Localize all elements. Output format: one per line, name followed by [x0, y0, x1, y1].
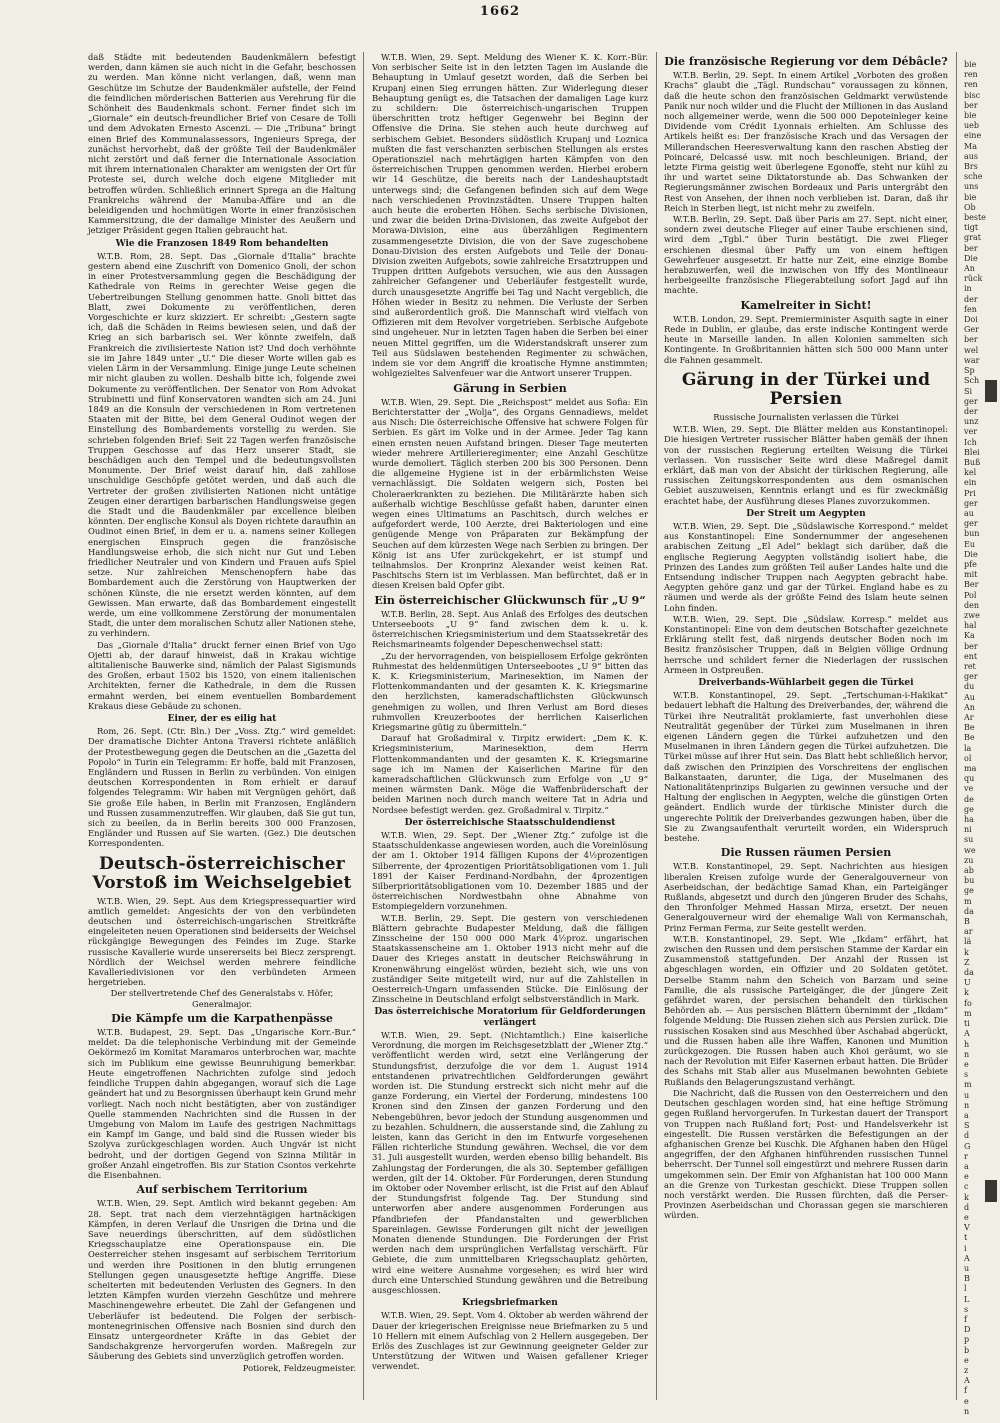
article-text: W.T.B. Wien, 29. Sept. Aus dem Kriegspressequartier wird amtlich gemeldet: Angesichts der von den verbündeten deutschen und österreichisch-ungarischen Streitkräfte eingeleiteten neuen Operationen sind beiderseits der Weichsel rückgängige Bewegungen des Feindes im Zuge. Starke russische Kavallerie wurde unsererseits bei Biecz zersprengt. Nördlich der Weichsel werden mehrere feindliche Kavalleriedivisionen vor den verbündeten Armeen hergetrieben.: [88, 895, 356, 988]
article-signature: Der stellvertretende Chef des Generalstabs v. Höfer, Generalmajor.: [110, 988, 334, 1009]
edge-line: Ger: [964, 325, 979, 335]
article-text: daß Städte mit bedeutenden Baudenkmälern befestigt werden, dann kämen sie auch nicht in die Gefahr, beschossen zu werden. Man könne nicht verlangen, daß, wenn man Geschütze im Schutze der Baudenkmäler aufstelle, der Feind die feindlichen mörderischen Batterien aus Verehrung für die Schönheit des Baudenkmals schont. Ferner findet sich im „Giornale“ ein deutsch-freundlicher Brief von Cesare de Tolli und dem Advokaten Ernesto Ascenzi. — Die „Tribuna“ bringt einen Brief des Kommunalassessors, Ingenieurs Sprega, der zunächst hervorhebt, daß der größte Teil der Baudenkmäler nicht zerstört und daß ferner die Internationale Association mit ihrem internationalen Charakter am wenigsten der Ort für Proteste sei, durch welche doch eigene Mitglieder mit betroffen würden. Schließlich erinnert Sprega an die Haltung Frankreichs während der Manuba-Affäre und an die beleidigenden und hochmütigen Worte in einer französischen Kammersitzung, die der damalige Minister des Aeußern und jetziger Präsident gegen Italien gebraucht hat.: [88, 52, 356, 236]
edge-line: bu: [964, 876, 975, 886]
edge-line: bie: [964, 192, 977, 202]
article-text: W.T.B. Wien, 29. Sept. Die „Südslawische Korrespond.“ meldet aus Konstantinopel: Eine Sondernummer der angesehenen arabischen Zeitung „El Adel“ beklagt sich darüber, daß die englische Regierung Aegypten vollständig isoliert habe, die Prinzen des Landes zum größten Teil außer Landes halte und die Entsendung indischer Truppen nach Aegypten gebracht habe. Aegypten gehöre ganz und gar der Türkei. England habe es zu räumen und werde als der größte Feind des Islam heute seinen Lohn finden.: [664, 520, 948, 613]
edge-line: ab: [964, 866, 974, 876]
article-headline: Der österreichische Staatsschuldendienst: [404, 817, 616, 828]
edge-line: ent: [964, 651, 978, 661]
edge-line: k: [964, 947, 969, 957]
edge-line: L: [964, 1294, 970, 1304]
edge-line: ti: [964, 1019, 970, 1029]
article-headline: Dreiverbands-Wühlarbeit gegen die Türkei: [698, 677, 914, 688]
edge-line: tigt: [964, 223, 979, 233]
edge-line: der: [964, 294, 978, 304]
edge-line: hal: [964, 621, 977, 631]
edge-line: a: [964, 1161, 969, 1171]
edge-line: ber: [964, 243, 978, 253]
edge-line: ret: [964, 661, 976, 671]
edge-line: ber: [964, 641, 978, 651]
article-text: W.T.B. Wien, 29. Sept. Der „Wiener Ztg.“ zufolge ist die Staatsschuldenkasse angewiesen worden, auch die Voreinlösung der am 1. Oktober 1914 fälligen Kupons der 4½prozentigen Silberrente, der 4prozentigen Prioritätsobligationen vom 1. Juli 1891 der Kaiser Ferdinand-Nordbahn, der 4prozentigen Silberprioritätsobligationen vom 10. Dezember 1885 und der österreichischen Nordwestbahn ohne Abnahme von Estompiegeldern vorzunehmen.: [372, 830, 648, 912]
edge-line: rück: [964, 274, 983, 284]
article-text: W.T.B. Berlin, 28. Sept. Aus Anlaß des Erfolges des deutschen Unterseeboots „U 9“ fand zwischen dem k. u. k. österreichischen Kriegsministerium und dem Staatssekretär des Reichsmarineamts folgender Depeschenwechsel statt:: [372, 608, 648, 650]
edge-line: ein: [964, 478, 977, 488]
article-text: W.T.B. Wien, 29. Sept. Vom 4. Oktober ab werden während der Dauer der kriegerischen Ereignisse neue Briefmarken zu 5 und 10 Hellern mit einem Aufschlag von 2 Hellern ausgegeben. Der Erlös des Zuschlages ist zur Gewinnung geeigneter Gelder zur Unterstützung der Witwen und Waisen gefallener Krieger verwendet.: [372, 1310, 648, 1372]
article-text: W.T.B. Wien, 29. Sept. Meldung des Wiener K. K. Korr.-Bür. Von serbischer Seite ist in den letzten Tagen im Auslande die Behauptung in Umlauf gesetzt worden, daß die Serben bei Krupanj einen Sieg errungen hätten. Zur Widerlegung dieser Behauptung genügt es, die Tatsachen der damaligen Lage kurz zu schildern: Die österreichisch-ungarischen Truppen überschritten trotz heftiger Gegenwehr bei Beginn der Offensive die Drina. Sie stehen auch heute durchweg auf serbischem Gebiet. Besonders südöstlich Krupanj und Loznica mußten die fast verschanzten serbischen Stellungen als erstes Operationsziel nach mehrtägigen harten Kämpfen von den österreichischen Truppen genommen werden. Hierbei erobern wir 14 Geschütze, die bereits nach der Landeshauptstadt unterwegs sind; die Gefangenen befinden sich auf dem Wege nach verschiedenen Provinzstädten. Unsere Truppen halten auch heute die eroberten Höhen. Sechs serbische Divisionen, und zwar die beiden Drina-Divisionen, das zweite Aufgebot der Morawa-Division, eine aus überzähligen Regimentern zusammengesetzte Division, die von der Save zugeschobene Donau-Division des ersten Aufgebots und Teile der Donau-Division zweiten Aufgebots, sowie zahlreiche Ersatztruppen und Truppen dritten Aufgebots versuchen, wie aus den Aussagen zahlreicher Gefangener und Ueberläufer festgestellt wurde, durch unausgesetzte Angriffe bei Tag und Nacht vergeblich, die Höhen wieder in Besitz zu nehmen. Die Verluste der Serben sind außerordentlich groß. Die Mannschaft wird vielfach von Offizieren mit dem Revolver vorgetrieben. Serbische Aufgebote sind ungeheuer. Nur in letzten Tagen haben die Serben bei einer neuen Mittel gegriffen, um die Widerstandskraft unserer zum Teil aus Südslawen bestehenden Regimenter zu schwächen, indem sie vor dem Angriff die kroatische Hymne anstimmten; wohlgezieltes Salvenfeuer war die Antwort unserer Truppen.: [372, 52, 648, 379]
article-text: Die Nachricht, daß die Russen von den Oesterreichern und den Deutschen geschlagen worden sind, hat eine heftige Strömung gegen Rußland hervorgerufen. In Turkestan dauert der Transport von Truppen nach Rußland fort; Post- und Handelsverkehr ist eingestellt. Die Russen verstärken die Befestigungen an der afghanischen Grenze bei Kuschk. Die Afghanen haben den Hügel angegriffen, der den Afghanen hinführenden russischen Tunnel beherrscht. Der Tunnel soll eingestürzt und mehrere Russen darin umgekommen sein. Der Emir von Afghanistan hat 100 000 Mann an die Grenze von Turkestan geschickt. Diese Truppen sollen noch verstärkt werden. Die Russen fürchten, daß die Perser-Provinzen Aserbeidschan und Chorassan gegen sie marschieren würden.: [664, 1087, 948, 1221]
edge-line: zu: [964, 855, 974, 865]
article-text: „Zu der hervorragenden, von beispiellosem Erfolge gekrönten Ruhmestat des heldenmütigen Unterseebootes „U 9“ bitten das K. K. Kriegsministerium, Marinesektion, im Namen der Flottenkommandanten und der gesamten K. K. Kriegsmarine den herzlichsten, kameradschaftlichsten Glückwunsch genehmigen zu wollen, und Ihren Verlust am Bord dieses ruhmvollen Kreuzerbootes der herrlichen Kaiserlichen Kriegsmarine gütig zu übermitteln.“: [372, 650, 648, 732]
edge-line: V: [964, 1223, 970, 1233]
article-headline-large: Deutsch-österreichischer Vorstoß im Weichselgebiet: [92, 853, 352, 893]
edge-line: Ar: [964, 713, 974, 722]
edge-line: uns: [964, 182, 979, 192]
edge-line: ge: [964, 886, 974, 896]
article-headline: Wie die Franzosen 1849 Rom behandelten: [115, 238, 329, 249]
page-number: 1662: [479, 4, 521, 19]
edge-line: bie: [964, 60, 977, 69]
article-text: Rom, 26. Sept. (Ctr. Bln.) Der „Voss. Ztg.“ wird gemeldet: Der dramatische Dichter Antona Traversi richtete anläßlich der Protestbewegung gegen die Deutschen an die „Gazetta del Popolo“ in Turin ein Telegramm: Er hoffe, bald mit Franzosen, Engländern und Russen in Berlin zu verbünden. Von einigen deutschen Korrespondenten in Rom erhielt er darauf folgendes Telegramm: Wir haben mit Vergnügen gehört, daß Sie große Eile haben, in Berlin mit Franzosen, Engländern und Russen zusammenzutreffen. Wir glauben, daß Sie gut tun, sich zu beeilen, da in Berlin bereits 300 000 Franzosen, Engländer und Russen auf Sie warten. (Gez.) Die deutschen Korrespondenten.: [88, 726, 356, 849]
article-text: W.T.B. Wien, 29. Sept. Die „Reichspost“ meldet aus Sofia: Ein Berichterstatter der „Wolja“, des Organs Gennadiews, meldet aus Nisch: Die österreichische Offensive hat schwere Folgen für Serbien. Es gärt im Volke und in der Armee. Jeder Tag kann einen ernsten neuen Aufstand bringen. Dieser Tage meuterten wieder mehrere Artillerieregimenter; eine Anzahl Geschütze wurde demoliert. Täglich sterben 200 bis 300 Personen. Denn die allgemeine Hygiene ist in der erbärmlichsten Weise vernachlässigt. Die Soldaten weigern sich, Posten bei Choleraerkrankten zu beziehen. Die Militärärzte haben sich außerhalb wichtige Beschlüsse gefaßt haben, darunter einen wegen eines Ultimatums an Paschitsch, durch welches er aufgefordert werde, 100 Aerzte, drei Bakteriologen und eine genügende Menge von Präparaten zur Bekämpfung der Seuchen auf dem kürzesten Wege nach Serbien zu bringen. Der König ist ans Ufer zurückgekehrt, er ist stumpf und teilnahmslos. Der Kronprinz Alexander weist keinen Rat. Paschitschs Stern ist im Verblassen. Man befürchtet, daß er in diesen Kreisen bald Opfer gibt.: [372, 396, 648, 591]
article-text: W.T.B. Rom, 28. Sept. Das „Giornale d'Italia“ brachte gestern abend eine Zuschrift von Domenico Gnoli, der schon in einer Protestversammlung gegen die Beschädigung der Kathedrale von Reims in gerechter Weise gegen die Uebertreibungen Stellung genommen hatte. Gnoli bittet das Blatt, zwei Dokumente zu veröffentlichen, deren Vorgeschichte er kurz skizziert. Er schreibt: „Gestern sagte ich, daß die Schäden in Reims bewiesen seien, und daß der Krieg an sich barbarisch sei. Wer könnte zweifeln, daß Frankreich die zivilisierteste Nation ist? Und doch verhöhnte sie im Jahre 1849 unter „U.“ Die dieser Worte willen gab es vielen Lärm in der Versammlung. Einige junge Leute scheinen mir nicht glauben zu wollen. Deshalb bitte ich, folgende zwei Dokumente zu veröffentlichen. Der Senator von Rom Advokat Strubinetti und fünf Konservatoren wandten sich am 24. Juni 1849 an die Konsuln der verschiedenen in Rom vertretenen Staaten mit der Bitte, bei dem General Oudinot wegen der Einstellung des Bombardements vorstellig zu werden. Sie schrieben folgenden Brief: Seit 22 Tagen werfen französische Truppen Geschosse auf das Herz unserer Stadt, sie beschädigen auch den Tempel und die bedeutungsvollsten Monumente. Der Brief weist darauf hin, daß zahllose unschuldige Geschöpfe getötet werden, und daß auch die Vertreter der großen zivilisierten Nationen nicht untätige Zeugen einer derartigen barbarischen Handlungsweise gegen die Stadt und die Baudenkmäler par excellence bleiben könnten. Der englische Konsul als Doyen richtete daraufhin an Oudinot einen Brief, in dem er u. a. namens seiner Kollegen energischen Einspruch gegen die französische Handlungsweise erhob, die sich nicht nur Gut und Leben friedlicher Neutraler und von Kindern und Frauen aufs Spiel setze. Nur zahlreichen Menschenopfern habe das Bombardement auch die Zerstörung von Hauptwerken der schönen Künste, die nie ersetzt werden könnten, auf dem Gewissen. Man erwarte, daß das Bombardement eingestellt werde, um eine vollkommene Zerstörung der monumentalen Stadt, die unter dem moralischen Schutz aller Nationen stehe, zu verhindern.: [88, 250, 356, 639]
edge-line: da: [964, 968, 974, 978]
edge-line: Die: [964, 549, 978, 559]
article-text: W.T.B. Berlin, 29. Sept. Die gestern von verschiedenen Blättern gebrachte Budapester Meldung, daß die fälligen Zinsscheine der 150 000 000 Mark 4½proz. ungarischen Staatskassenscheine am 1. Oktober 1913 nicht mehr auf die Dauer des Krieges anstatt in deutscher Reichswährung in Kronenwährung eingelöst würden, bezieht sich, wie uns von zuständiger Seite mitgeteilt wird, nur auf die Zahlstellen in Oesterreich-Ungarn umfassenden Stücke. Die Einlösung der Zinsscheine in Deutschland erfolgt selbstverständlich in Mark.: [372, 912, 648, 1005]
article-text: W.T.B. Konstantinopel, 29. Sept. „Tertschuman-i-Hakikat“ bedauert lebhaft die Haltung des Dreiverbandes, der, während die Türkei ihre Neutralität proklamierte, fast unverhohlen diese Neutralität gegenüber der Türkei zum Muselmanen in ihren eigenen Ländern gegen die Türkei aufzuhetzen und den Muselmanen in ihren Ländern gegen die Türkei aufzuhetzen. Die Türkei müsse auf ihrer Hut sein. Das Blatt hebt schließlich hervor, daß zwischen den Prinzipien des Vorschreitens der englischen Balkanstaaten, darunter, die Liga, der Muselmanen des Nationalitätenprinzips Bulgarien zu gewinnen versuche und der Haltung der englischen in Aegypten, welche die günstigen Orten geändert. Endlich wurde der türkische Minister durch die ungerechte Politik der Dreiverbandes gezwungen haben, über die Sie zu Zwangsaufenthalt verurteilt worden, ein Widerspruch bestehe.: [664, 690, 948, 844]
edge-line: ma: [964, 764, 977, 774]
edge-line: S: [964, 1121, 970, 1131]
edge-line: ren: [964, 80, 978, 90]
edge-line: u: [964, 1090, 970, 1100]
edge-line: n: [964, 1049, 970, 1059]
edge-line: zwe: [964, 610, 980, 620]
column-2: [372, 52, 648, 1407]
edge-line: wel: [964, 345, 979, 355]
edge-line: e: [964, 1212, 969, 1222]
edge-line: we: [964, 845, 976, 855]
article-text: W.T.B. Konstantinopel, 29. Sept. Nachrichten aus hiesigen liberalen Kreisen zufolge wurde der Generalgouverneur von Aserbeidschan, der bedächtige Samad Khan, ein Parteigänger Rußlands, abgesetzt und durch den jüngeren Bruder des Schahs, den Thronfolger Mehmed Hassan Mirza, ersetzt. Der neuen Generalgouverneur wird der ehemalige Wali von Kermanschah, Prinz Ferman Ferma, zur Seite gestellt werden.: [664, 861, 948, 933]
edge-line: aus: [964, 151, 979, 161]
edge-line: in: [964, 284, 972, 294]
article-text: W.T.B. Berlin, 29. Sept. In einem Artikel „Vorboten des großen Krachs“ glaubt die „Tägl. Rundschau“ voraussagen zu können, daß die heute schon den französischen Geldmarkt verwüstende Panik nur noch wilder und die Flucht der Millionen in das Ausland noch allgemeiner werde, wenn die 500 000 Depoteinleger keine Dividende vom Crédit Lyonnais erhielten. Am Schlusse des Artikels heißt es: Der französische Krach und das Versagen der Millerandschen Heeresverwaltung kann den raschen Abstieg der Poincaré, Delcassé usw. mit noch beschleunigen. Briand, der letzte Firma geistig weit überlegene Egonoffe, steht nur kühl zu ihr und wartet seine Diktatorstunde ab. Das Schwanken der Regierungsmänner zwischen Bordeaux und Paris untergräbt den Rest von Ansehen, der ihnen noch verblieben ist. Daran, daß ihr Reich in Sterben liegt, ist nicht mehr zu zweifeln.: [664, 70, 948, 213]
article-signature: Potiorek, Feldzeugmeister.: [242, 1362, 356, 1373]
article-headline-large: Gärung in der Türkei und Persien: [681, 369, 931, 409]
article-text: Das „Giornale d'Italia“ druckt ferner einen Brief von Ugo Ojetti ab, der darauf hinweist, daß in Krakau wichtige altitalienische Bauwerke sind, nämlich der Palast Sigismunds des Großen, erbaut 1502 bis 1520, von einem italienischen Architekten, ferner die Kathedrale, in dem die Russen ermahnt werden, bei einem eventuellen Bombardement Krakaus diese Gebäude zu schonen.: [88, 639, 356, 711]
column-rule-2: [656, 52, 657, 1400]
article-headline: Gärung in Serbien: [453, 381, 567, 395]
edge-line: Si: [964, 386, 973, 396]
column-rule-1: [363, 52, 364, 1400]
edge-line: lä: [964, 937, 972, 947]
edge-line: Ber: [964, 580, 979, 590]
edge-line: Ob: [964, 202, 976, 212]
edge-line: d: [964, 1131, 970, 1141]
edge-line: ni: [964, 825, 972, 835]
edge-line: s: [964, 1304, 969, 1314]
edge-line: ger: [964, 498, 978, 508]
edge-line: fen: [964, 304, 977, 314]
edge-line: m: [964, 896, 972, 906]
edge-line: qu: [964, 774, 975, 784]
edge-line: Au: [964, 692, 975, 702]
edge-line: e: [964, 1059, 969, 1069]
edge-line: e: [964, 1396, 969, 1406]
edge-line: ger: [964, 396, 978, 406]
edge-line: t: [964, 1233, 968, 1243]
column-rule-3: [956, 52, 957, 1400]
edge-line: l: [964, 1284, 967, 1294]
article-headline: Einer, der es eilig hat: [167, 714, 277, 724]
edge-line: e: [964, 1172, 969, 1182]
edge-line: beste: [964, 213, 986, 223]
edge-line: ger: [964, 519, 978, 529]
edge-line: Pol: [964, 590, 977, 600]
edge-line: An: [964, 264, 975, 274]
edge-line: An: [964, 702, 975, 712]
column-1: [88, 52, 356, 1407]
edge-line: ha: [964, 815, 974, 825]
article-subheadline: Russische Journalisten verlassen die Türkei: [713, 411, 899, 422]
article-headline: Der Streit um Aegypten: [746, 508, 866, 519]
edge-line: r: [964, 1151, 968, 1161]
scan-margin-mark: [985, 1180, 997, 1202]
edge-line: d: [964, 1202, 970, 1212]
article-text: W.T.B. Budapest, 29. Sept. Das „Ungarische Korr.-Bur.“ meldet: Da die telephonische Verbindung mit der Gemeinde Oekörmező im Komitat Maramaros unterbrochen war, machte sich im Publikum eine gewisse Beunruhigung bemerkbar. Heute eingetroffenen Nachrichten zufolge sind jedoch feindliche Truppen dahin abgegangen, worauf sich die Lage geändert hat und zu Besorgnissen überhaupt kein Grund mehr vorliegt. Nach noch nicht bestätigten, aber von zuständiger Quelle stammenden Nachrichten sind die Russen in der Umgebung von Malom im Laufe des gestrigen Nachmittags ein Kampf im Gange, und bald sind die Russen wieder bis Szolyva zurückgeschlagen worden. Auch Ungvár ist nicht bedroht, und der dortigen Gegend von Szinna Militär in großer Anzahl eingetroffen. Bis zur Station Csontos verkehrte die Eisenbahnen.: [88, 1027, 356, 1180]
edge-line: au: [964, 508, 974, 518]
edge-line: z: [964, 1366, 969, 1375]
edge-line: fo: [964, 998, 972, 1008]
edge-line: u: [964, 1263, 970, 1273]
edge-line: a: [964, 1110, 969, 1120]
column-3: [664, 52, 948, 1407]
edge-line: Die: [964, 253, 978, 263]
article-text: W.T.B. Wien, 29. Sept. Die Blätter melden aus Konstantinopel: Die hiesigen Vertreter russischer Blätter haben gemäß der ihnen von der russischen Regierung erteilten Weisung die Türkei verlassen. Von russischer Seite wird diese Maßregel damit erklärt, daß man von der Absicht der türkischen Regierung, alle russischen Zeitungskorrespondenten aus dem osmanischen Gebiet auszuweisen, Kenntnis erlangt und es für zweckmäßig erachtet habe, der Ausführung dieses Planes zuvorzukommen.: [664, 424, 948, 506]
edge-line: B: [964, 917, 970, 927]
edge-line: Brs: [964, 162, 978, 172]
edge-line: da: [964, 906, 974, 916]
edge-line: Z: [964, 957, 970, 967]
article-text: W.T.B. Konstantinopel, 29. Sept. Wie „Ikdam“ erfährt, hat zwischen den Russen und dem persischen Stamme der Kardar ein Zusammenstoß stattgefunden. Der Anzahl der Russen ist abgeschlagen worden, ein Offizier und 20 Soldaten getötet. Derselbe Stamm nahm den Scheich von Barzam und seine Familie, die als russische Parteigänger, die der jüngere Zeit gefährdet waren, der persischen behandelt den türkischen Behörden ab. — Aus persischen Blättern übernimmt der „Ikdam“ folgende Meldung: Die Russen ziehen sich aus Persien zurück. Die russischen Kosaken sind aus Meschhed über Aschabad abgerückt, und die Russen haben alle ihre Waffen, Kanonen und Munition zurückgezogen. Die Russen haben auch Khoi geräumt, wo sie nach der Revolution mit Eifer Kasernen erbaut hatten. Die Brüder des Schahs mit Stab aller aus Muselmanen bewohnten Gebiete Rußlands den Belagerungszustand verhängt.: [664, 933, 948, 1087]
article-headline: Die französische Regierung vor dem Débâcle?: [664, 55, 948, 68]
edge-line: su: [964, 835, 974, 845]
edge-line: Ich: [964, 437, 977, 447]
edge-line: ber: [964, 100, 978, 110]
edge-line: Buß: [964, 457, 981, 467]
edge-line: Ka: [964, 631, 975, 641]
article-text: W.T.B. Berlin, 29. Sept. Daß über Paris am 27. Sept. nicht einer, sondern zwei deutsche Flieger auf einer Taube erschienen sind, wird dem „Tgbl.“ über Turin bestätigt. Die zwei Flieger erschienen diesmal über Paffy um von einem heftigen Gewehrfeuer ausgesetzt. Er hatte nur Zeit, eine einzige Bombe herabzuwerfen, weil die inzwischen von Iffy des Montlineaur herbeigeeilte französische Fliegerabteilung sofort Jagd auf ihn machte.: [664, 214, 948, 296]
edge-line: ver: [964, 427, 978, 437]
edge-line: m: [964, 1008, 972, 1018]
edge-line: h: [964, 1039, 970, 1049]
edge-line: ar: [964, 927, 973, 937]
article-text: Darauf hat Großadmiral v. Tirpitz erwidert: „Dem K. K. Kriegsministerium, Marinesektion, dem Herrn Flottenkommandanten und der gesamten K. K. Kriegsmarine sage ich im Namen der Kaiserlichen Marine für den kameradschaftlichen Glückwunsch zum Erfolge von „U 9“ meinen wärmsten Dank. Möge die Waffenbrüderschaft der beiden Marinen noch durch manch weitere Tat in Adria und Nordsee befestigt werden. gez. Großadmiral v. Tirpitz.“: [372, 733, 648, 815]
edge-line: grat: [964, 233, 981, 243]
edge-line: war: [964, 355, 980, 365]
edge-line: B: [964, 1274, 970, 1284]
edge-line: la: [964, 743, 972, 753]
edge-line: k: [964, 1192, 969, 1202]
edge-line: Blei: [964, 447, 980, 457]
edge-line: i: [964, 1243, 967, 1253]
edge-line: k: [964, 988, 969, 998]
edge-line: den: [964, 600, 980, 610]
article-text: W.T.B. Wien, 29. Sept. Amtlich wird bekannt gegeben: Am 28. Sept. trat nach dem vierzehntägigen hartnäckigen Kämpfen, in deren Verlauf die Unsrigen die Drina und die Save neuerdings überschritten, auf dem südöstlichen Kriegsschauplatze eine Operationspause ein. Die Oesterreicher stehen insgesamt auf serbischem Territorium und werden ihre Positionen in den blutig errungenen Stellungen gegen unausgesetzte heftige Angriffe. Diese scheiterten mit bedeutenden Verlusten des Gegners. In den letzten Kämpfen wurden vierzehn Geschütze und mehrere Maschinengewehre erbeutet. Die Zahl der Gefangenen und Ueberläufer ist bedeutend. Die Folgen der serbisch-montenegrinischen Offensive nach Bosnien sind durch den Einsatz untergeordneter Kräfte in das Gebiet der Sandschakgrenze hervorgerufen worden. Maßregeln zur Säuberung des Gebiets sind unverzüglich getroffen worden.: [88, 1198, 356, 1362]
edge-line: D: [964, 1325, 971, 1335]
edge-line: f: [964, 1314, 967, 1324]
edge-line: b: [964, 1345, 970, 1355]
edge-line: Eu: [964, 539, 975, 549]
article-headline: Auf serbischem Territorium: [136, 1183, 308, 1197]
edge-line: s: [964, 1070, 969, 1080]
edge-line: c: [964, 1182, 969, 1192]
edge-line: Ma: [964, 141, 977, 151]
edge-line: G: [964, 1141, 971, 1151]
article-headline: Das österreichische Moratorium für Geldforderungen verlängert: [374, 1007, 646, 1028]
edge-line: de: [964, 794, 974, 804]
edge-line: ol: [964, 753, 972, 763]
edge-line: n: [964, 1406, 970, 1416]
edge-line: bie: [964, 111, 977, 121]
edge-line: mit: [964, 570, 978, 580]
edge-line: ge: [964, 804, 974, 814]
edge-line: pfe: [964, 559, 977, 569]
edge-line: Pri: [964, 488, 976, 498]
edge-line: A: [964, 1253, 970, 1263]
edge-line: e: [964, 1355, 969, 1365]
article-headline: Die Russen räumen Persien: [720, 846, 892, 860]
edge-line: Sp: [964, 366, 975, 376]
edge-line: kel: [964, 468, 977, 478]
scan-margin-mark: [985, 380, 997, 402]
edge-line: n: [964, 1100, 970, 1110]
edge-line: ve: [964, 784, 974, 794]
edge-line: ueb: [964, 121, 980, 131]
edge-line: ren: [964, 70, 978, 80]
edge-line: ber: [964, 335, 978, 345]
edge-line: p: [964, 1335, 970, 1345]
edge-line: Sch: [964, 376, 980, 386]
edge-line: eine: [964, 131, 982, 141]
article-headline: Ein österreichischer Glückwunsch für „U 9“: [374, 593, 646, 607]
edge-line: du: [964, 682, 975, 692]
article-text: W.T.B. Wien, 29. Sept. (Nichtamtlich.) Eine kaiserliche Verordnung, die morgen im Reichsgesetzblatt der „Wiener Ztg.“ veröffentlicht werden wird, setzt eine Verlängerung der Stundungsfrist, derzufolge die vor dem 1. August 1914 entstandenen privatrechtlichen Geldforderungen gewährt worden ist. Die Stundung erstreckt sich nicht mehr auf die ganze Forderung, ein Viertel der Forderung, mindestens 100 Kronen sind den Zinsen der ganzen Forderung und den Nebengebühren, bevor jedoch der Stundung ausgenommen und zu bezahlen. Schuldnern, die ausserstande sind, die Zahlung zu leisten, kann das Gericht in den im Entwurfe vorgesehenen Fällen richterliche Stundung gewähren. Wechsel, die vor dem 31. Juli ausgestellt wurden, werden ebenso billig behandelt. Bis Zahlungstag der Forderungen, die als 30. September gefälligen werden, gilt der 14. Oktober. Für Forderungen, deren Stundung im Oktober oder November erlischt, ist die Frist auf den Ablauf der Stundungsfrist folgende Tag. Der Stundung sind unterworfen aber andere ausgenommen Forderungen aus Pfandbriefen der Pfandanstalten und gewerblichen Spareinlagen. Gewisse Forderungen gilt nicht der jeweiligen Monaten dienende Stundungen. Die Forderungen der Frist werden nach dem ursprünglichen Verfallstag verschärft. Für Gebiete, die zum unmittelbaren Kriegsschauplatz gehörten, wird eine weitere Ausnahme vorgesehen; es wird hier wird durch eine Unterschied Stundung gewähren und die Betreibung ausgeschlossen.: [372, 1029, 648, 1295]
edge-line: Be: [964, 723, 975, 733]
edge-line: bun: [964, 529, 980, 539]
edge-line: der: [964, 406, 978, 416]
edge-line: Be: [964, 733, 975, 743]
edge-line: A: [964, 1029, 970, 1039]
article-headline: Kriegsbriefmarken: [462, 1298, 558, 1309]
edge-line: Doi: [964, 315, 978, 325]
article-headline: Kamelreiter in Sicht!: [740, 298, 872, 312]
article-text: W.T.B. London, 29. Sept. Premierminister Asquith sagte in einer Rede in Dublin, er glaube, das erste indische Kontingent werde heute in Marseille landen. In allen Kolonien sammelten sich Kontingente. In Großbritannien hätten sich 500 000 Mann unter die Fahnen gesammelt.: [664, 313, 948, 365]
edge-line: A: [964, 1376, 970, 1386]
article-text: W.T.B. Wien, 29. Sept. Die „Südslaw. Korresp.“ meldet aus Konstantinopel: Eine von dem deutschen Botschafter gezeichnete Erklärung stellt fest, daß nirgends deutscher Boden noch im Besitz französischer Truppen, daß in Belgien völlige Ordnung herrsche und schildert ferner die Niederlagen der russischen Armeen in Ostpreußen.: [664, 613, 948, 675]
edge-line: f: [964, 1386, 967, 1396]
edge-line: sche: [964, 172, 983, 182]
edge-line: unz: [964, 417, 979, 427]
edge-line: ger: [964, 672, 978, 682]
edge-line: m: [964, 1080, 972, 1090]
edge-line: bisc: [964, 90, 981, 100]
article-headline: Die Kämpfe um die Karpathenpässe: [111, 1011, 333, 1025]
edge-line: U: [964, 978, 971, 988]
